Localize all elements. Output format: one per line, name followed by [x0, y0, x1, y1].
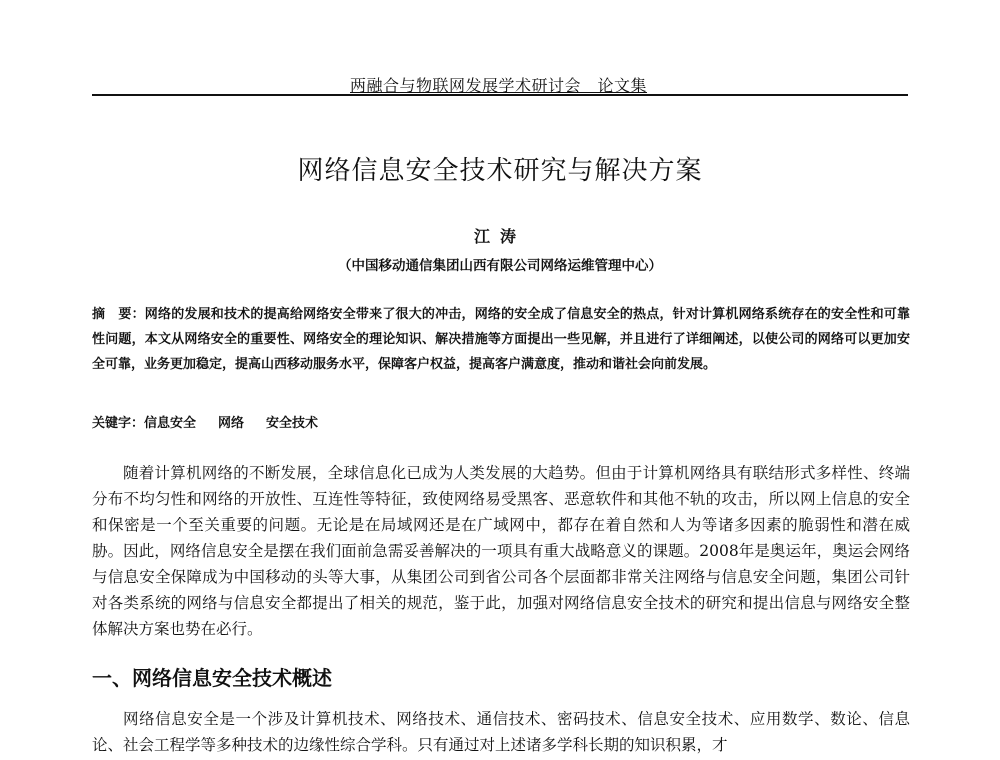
- keyword-item: 网络: [218, 416, 245, 431]
- abstract-text: 网络的发展和技术的提高给网络安全带来了很大的冲击，网络的安全成了信息安全的热点，针对计算机网络系统存在的安全性和可靠性问题，本文从网络安全的重要性、网络安全的理论知识、解决措施等方面提出一些见解，并且进行了详细阐述，以使公司的网络可以更加安全可靠，业务更加稳定，提高山西移动服务水平，保障客户权益，提高客户满意度，推动和谐社会向前发展。: [92, 307, 910, 372]
- section-paragraph: 网络信息安全是一个涉及计算机技术、网络技术、通信技术、密码技术、信息安全技术、应用数学、数论、信息论、社会工程学等多种技术的边缘性综合学科。只有通过对上述诸多学科长期的知识积累，才: [92, 710, 910, 754]
- author-affiliation: （中国移动通信集团山西有限公司网络运维管理中心）: [338, 258, 662, 274]
- keyword-item: 安全技术: [266, 416, 319, 431]
- abstract: [92, 302, 910, 377]
- running-header-title: 两融合与物联网发展学术研讨会 论文集: [350, 76, 648, 95]
- keywords-label: 关键字：: [92, 416, 145, 431]
- section-heading: 一、网络信息安全技术概述: [92, 666, 332, 690]
- running-header: [92, 72, 908, 96]
- keyword-item: 信息安全: [144, 416, 197, 431]
- keywords: [92, 412, 340, 431]
- abstract-label: 摘 要：: [92, 307, 145, 322]
- author-name: 江涛: [473, 227, 526, 246]
- paper-title: 网络信息安全技术研究与解决方案: [297, 156, 703, 186]
- intro-paragraph: 随着计算机网络的不断发展，全球信息化已成为人类发展的大趋势。但由于计算机网络具有联结形式多样性、终端分布不均匀性和网络的开放性、互连性等特征，致使网络易受黑客、恶意软件和其他不轨的攻击，所以网上信息的安全和保密是一个至关重要的问题。无论是在局域网还是在广域网中，都存在着自然和人为等诸多因素的脆弱性和潜在威胁。因此，网络信息安全是摆在我们面前急需妥善解决的一项具有重大战略意义的课题。2008年是奥运年，奥运会网络与信息安全保障成为中国移动的头等大事，从集团公司到省公司各个层面都非常关注网络与信息安全问题，集团公司针对各类系统的网络与信息安全都提出了相关的规范，鉴于此，加强对网络信息安全技术的研究和提出信息与网络安全整体解决方案也势在必行。: [92, 464, 910, 638]
